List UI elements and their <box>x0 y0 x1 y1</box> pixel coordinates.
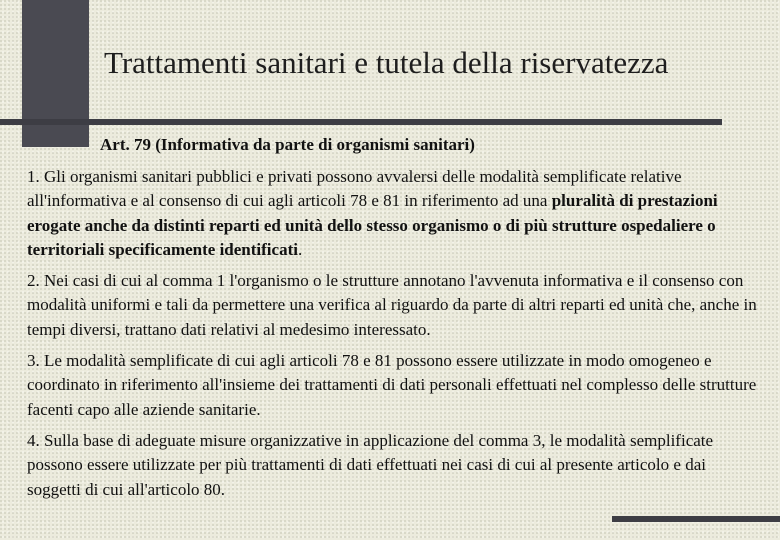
paragraph-4: 4. Sulla base di adeguate misure organizzative in applicazione del comma 3, le modalità semplificate possono essere utilizzate per più trattamenti di dati effettuati nei casi di cui al presente articolo e dai soggetti di cui all'articolo 80. <box>27 430 714 499</box>
footer-divider <box>612 516 780 522</box>
paragraph-1 <box>27 165 762 262</box>
article-body <box>27 165 762 509</box>
paragraph-1-tail: . <box>297 239 303 259</box>
paragraph-1-text: 1. Gli organismi sanitari pubblici e privati possono avvalersi delle modalità semplificate relative all'informativa e al consenso di cui agli articoli 78 e 81 in riferimento ad una <box>27 167 682 211</box>
title-divider <box>0 119 722 125</box>
paragraph-3: 3. Le modalità semplificate di cui agli articoli 78 e 81 possono essere utilizzate in modo omogeneo e coordinato in riferimento all'insieme dei trattamenti di dati personali effettuati nel complesso delle strutture facenti capo alle aziende sanitarie. <box>27 351 757 419</box>
paragraph-2: 2. Nei casi di cui al comma 1 l'organismo o le strutture annotano l'avvenuta informativa e il consenso con modalità uniformi e tali da permettere una verifica al riguardo da parte di altri reparti ed unità che, anche in tempi diversi, trattano dati relativi al medesimo interessato. <box>27 271 757 339</box>
slide-title: Trattamenti sanitari e tutela della riservatezza <box>104 45 669 80</box>
paragraph-1-bold-text: pluralità di prestazioni erogate anche da distinti reparti ed unità dello stesso organismo o di più strutture ospedaliere o territoriali specificamente identificati <box>27 191 718 259</box>
article-heading: Art. 79 (Informativa da parte di organismi sanitari) <box>100 135 475 154</box>
